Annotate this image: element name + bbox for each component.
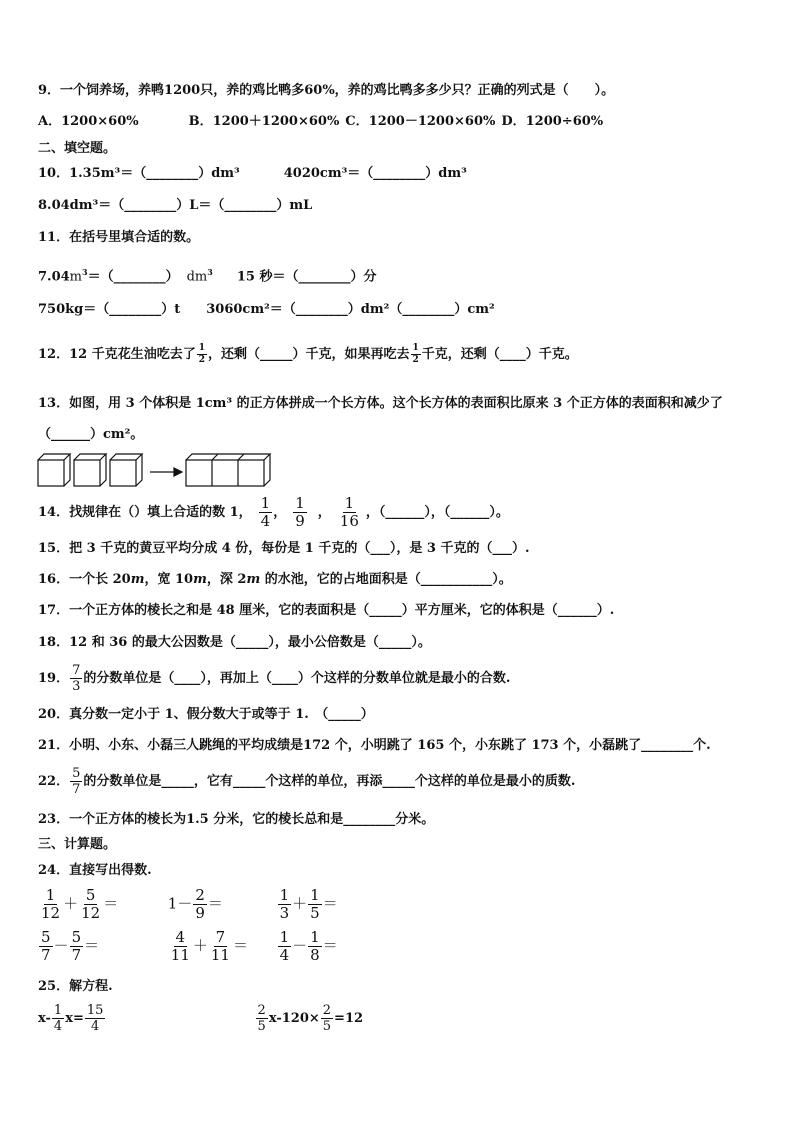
q13-line2: （______）cm²。 <box>38 427 144 442</box>
q12-part1: 12．12 千克花生油吃去了 <box>38 347 196 362</box>
q11-title: 11．在括号里填合适的数。 <box>38 230 200 245</box>
q24-expr-5: $\frac{4}{11}$ ＋ $\frac{7}{11}$ ＝ <box>170 928 248 964</box>
q9-option-b[interactable]: B．1200＋1200×60% <box>188 114 340 129</box>
q11-line2 <box>38 301 495 319</box>
section-fill-in: 二、填空题。 <box>38 141 117 156</box>
q24-expr-6: $\frac{1}{4}$ － $\frac{1}{8}$ ＝ <box>279 928 338 964</box>
q24-expr-2: 1－ $\frac{2}{9}$ ＝ <box>167 886 223 922</box>
q9-option-d[interactable]: D．1200÷60% <box>501 114 604 129</box>
q16-unit-1: m <box>130 572 145 587</box>
q12-fraction-1: $\frac{1}{2}$ <box>198 343 205 365</box>
q24-expr-4: $\frac{5}{7}$ － $\frac{5}{7}$ ＝ <box>41 928 100 964</box>
q22-number: 22． <box>38 774 70 789</box>
q24-row-2 <box>38 930 338 963</box>
q19-text: 的分数单位是（____），再加上（____）个这样的分数单位就是最小的合数. <box>83 671 511 686</box>
q10-part-a: 10．1.35m³＝（________）dm³ <box>38 166 240 181</box>
q24-row-1 <box>38 888 338 921</box>
cuboid <box>186 454 270 486</box>
q11-a-unit2: dm <box>186 269 208 285</box>
q12-fraction-2: $\frac{1}{2}$ <box>412 343 419 365</box>
q14: 14．找规律在（）填上合适的数 1， $\frac{1}{4}$ ， $\frac{1}{9}$ ， $\frac{1}{16}$ ，（______），（______）。 <box>38 494 509 530</box>
q16-unit-3: m <box>246 572 261 587</box>
q19-number: 19． <box>38 671 70 686</box>
q11-a-exp: 3 <box>82 267 88 277</box>
q13-line1: 13．如图，用 3 个体积是 1cm³ 的正方体拼成一个长方体。这个长方体的表面积比原来 3 个正方体的表面积和减少了 <box>38 396 723 411</box>
q16 <box>38 571 512 589</box>
q14-fraction-2: $\frac{1}{9}$ <box>295 494 305 530</box>
q9-option-a[interactable]: A．1200×60% <box>38 114 139 129</box>
q15: 15．把 3 千克的黄豆平均分成 4 份，每份是 1 千克的（___），是 3 千克的（___）. <box>38 541 530 556</box>
cube-3 <box>110 454 142 486</box>
q14-part1: 14．找规律在（）填上合适的数 1， <box>38 505 252 520</box>
q14-fraction-3: $\frac{1}{16}$ <box>339 494 359 530</box>
q22-fraction: $\frac{5}{7}$ <box>72 766 81 797</box>
q16-part3: ，深 2 <box>206 572 247 587</box>
q24-title: 24．直接写出得数. <box>38 863 152 878</box>
q18: 18．12 和 36 的最大公因数是（_____），最小公倍数是（_____）。 <box>38 635 431 650</box>
q9-text: 9．一个饲养场，养鸭1200只，养的鸡比鸭多60%，养的鸡比鸭多多少只？正确的列式是（ ）。 <box>38 83 615 98</box>
q12-part3: 千克，还剩（____）千克。 <box>421 347 578 362</box>
q10-line2: 8.04dm³＝（________）L＝（________）mL <box>38 198 313 213</box>
q24-expr-1: $\frac{1}{12}$ ＋ $\frac{5}{12}$ ＝ <box>41 886 119 922</box>
q12 <box>38 344 578 365</box>
q25-equations <box>38 1004 363 1033</box>
cube-1 <box>38 454 70 486</box>
q14-part2: ，（______），（______）。 <box>365 505 509 520</box>
q24-expr-3: $\frac{1}{3}$ ＋ $\frac{1}{5}$ ＝ <box>279 886 338 922</box>
q10-part-b: 4020cm³＝（________）dm³ <box>283 166 467 181</box>
q11-b: 15 秒＝（________）分 <box>236 269 377 285</box>
q10-line1 <box>38 165 467 183</box>
q19-fraction: $\frac{7}{3}$ <box>72 663 81 694</box>
cube-2 <box>74 454 106 486</box>
q11-d: 3060cm²＝（________）dm²（________）cm² <box>206 302 495 317</box>
q9-option-c[interactable]: C．1200－1200×60% <box>345 114 496 129</box>
q16-part4: 的水池，它的占地面积是（___________）。 <box>260 572 512 587</box>
q16-part2: ，宽 10 <box>144 572 194 587</box>
q22-text: 的分数单位是_____，它有_____个这样的单位，再添_____个这样的单位是最小的质数. <box>83 774 576 789</box>
q16-unit-2: m <box>193 572 207 587</box>
q16-part1: 16．一个长 20 <box>38 572 131 587</box>
q19 <box>38 664 510 693</box>
q11-c: 750kg＝（________）t <box>38 302 181 317</box>
q20: 20．真分数一定小于 1、假分数大于或等于 1. （_____） <box>38 707 374 722</box>
q17: 17．一个正方体的棱长之和是 48 厘米，它的表面积是（_____）平方厘米，它的体积是（______）. <box>38 603 615 618</box>
q11-a-unit: m <box>69 269 82 285</box>
q11-a-blank: ＝（________） <box>87 269 179 285</box>
q25-equation-1: x- $\frac{1}{4}$ x= $\frac{15}{4}$ <box>38 1003 104 1034</box>
q14-fraction-1: $\frac{1}{4}$ <box>260 494 271 530</box>
q25-title: 25．解方程. <box>38 979 113 994</box>
q21: 21．小明、小东、小磊三人跳绳的平均成绩是172 个，小明跳了 165 个，小东跳了 173 个，小磊跳了________个. <box>38 738 711 753</box>
q23: 23．一个正方体的棱长为1.5 分米，它的棱长总和是________分米。 <box>38 812 435 827</box>
section-calculation: 三、计算题。 <box>38 837 117 852</box>
q12-part2: ，还剩（_____）千克，如果再吃去 <box>207 347 410 362</box>
cube-figure <box>36 452 276 488</box>
q11-line1 <box>38 263 376 286</box>
q11-a-value: 7.04 <box>38 269 70 285</box>
q25-equation-2: $\frac{2}{5}$ x-120× $\frac{2}{5}$ =12 <box>257 1003 364 1034</box>
q11-a-exp2: 3 <box>207 267 213 277</box>
q9-options <box>38 113 603 131</box>
q22 <box>38 767 575 796</box>
